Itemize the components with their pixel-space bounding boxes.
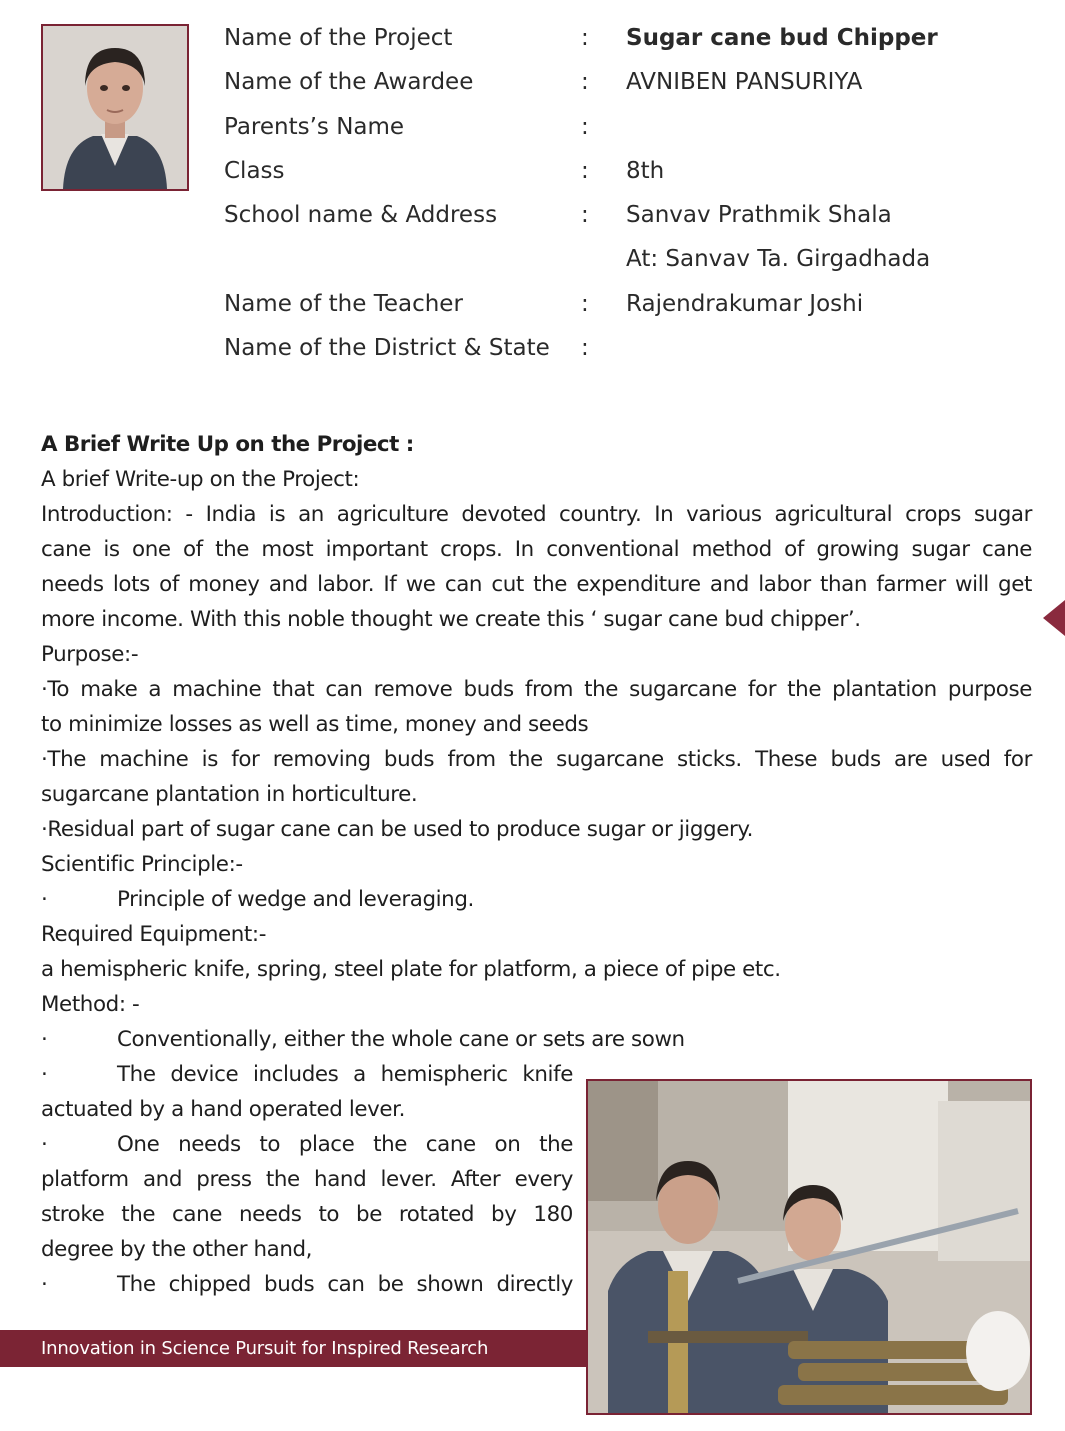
info-label: Name of the Teacher	[224, 290, 463, 317]
method-title: Method: -	[41, 992, 140, 1017]
info-label: Name of the District & State	[224, 335, 550, 362]
purpose-line: ·The machine is for removing buds from the sugarcane sticks. These buds are used for	[41, 747, 1032, 772]
awardee-portrait	[41, 24, 189, 191]
method-text: The device includes a hemispheric knife	[117, 1062, 573, 1087]
method-line	[41, 1057, 573, 1092]
project-photo-illustration	[588, 1081, 1030, 1413]
info-label: Parents’s Name	[224, 113, 405, 140]
method-line: degree by the other hand,	[41, 1237, 313, 1262]
method-narrow-column	[41, 1057, 573, 1302]
info-row-awardee	[224, 62, 1004, 106]
info-colon: :	[581, 113, 589, 140]
method-line	[41, 1267, 573, 1302]
writeup-heading: A Brief Write Up on the Project :	[41, 432, 414, 457]
info-colon: :	[581, 335, 589, 362]
intro-line: Introduction: - India is an agriculture devoted country. In various agricultural crops sugar	[41, 502, 1032, 527]
method-item	[41, 1022, 1032, 1057]
info-row-district	[224, 328, 1004, 372]
bullet: ·	[41, 1272, 48, 1297]
info-label: Name of the Awardee	[224, 69, 474, 96]
info-colon: :	[581, 69, 589, 96]
info-colon: :	[581, 25, 589, 51]
principle-title: Scientific Principle:-	[41, 852, 243, 877]
project-photo	[586, 1079, 1032, 1415]
method-text: The chipped buds can be shown directly	[117, 1272, 573, 1297]
school-address: At: Sanvav Ta. Girgadhada	[626, 246, 931, 273]
principle-item	[41, 882, 1032, 917]
purpose-line: to minimize losses as well as time, money and seeds	[41, 712, 589, 737]
purpose-title: Purpose:-	[41, 642, 139, 667]
intro-line: cane is one of the most important crops. In conventional method of growing sugar cane	[41, 537, 1032, 562]
info-label: Class	[224, 157, 285, 184]
bullet: ·	[41, 1027, 48, 1052]
equipment-title: Required Equipment:-	[41, 922, 267, 947]
info-row-project	[224, 18, 1004, 62]
writeup-subheading: A brief Write-up on the Project:	[41, 467, 360, 492]
bullet: ·	[41, 887, 48, 912]
method-text: Conventionally, either the whole cane or sets are sown	[117, 1027, 685, 1052]
info-colon: :	[581, 157, 589, 184]
equipment-text: a hemispheric knife, spring, steel plate for platform, a piece of pipe etc.	[41, 957, 781, 982]
page-marker-arrow-icon	[1043, 600, 1065, 636]
bullet: ·	[41, 1132, 48, 1157]
purpose-line: ·Residual part of sugar cane can be used to produce sugar or jiggery.	[41, 817, 753, 842]
intro-line: needs lots of money and labor. If we can cut the expenditure and labor than farmer will get	[41, 572, 1032, 597]
school-name: Sanvav Prathmik Shala	[626, 202, 892, 229]
method-text: One needs to place the cane on the	[117, 1132, 573, 1157]
class-value: 8th	[626, 157, 665, 184]
info-colon: :	[581, 290, 589, 317]
footer-text: Innovation in Science Pursuit for Inspired Research	[41, 1338, 489, 1359]
info-label: School name & Address	[224, 202, 498, 229]
method-line: platform and press the hand lever. After every	[41, 1167, 573, 1192]
info-colon: :	[581, 202, 589, 229]
footer-bar	[0, 1330, 640, 1367]
info-row-school-address	[224, 239, 1004, 283]
awardee-info-table	[224, 18, 1004, 372]
portrait-illustration	[43, 26, 187, 189]
method-line	[41, 1127, 573, 1162]
principle-text: Principle of wedge and leveraging.	[117, 887, 474, 912]
awardee-name: AVNIBEN PANSURIYA	[626, 69, 863, 96]
purpose-line: sugarcane plantation in horticulture.	[41, 782, 418, 807]
method-line: actuated by a hand operated lever.	[41, 1097, 405, 1122]
purpose-line: ·To make a machine that can remove buds from the sugarcane for the plantation purpose	[41, 677, 1032, 702]
info-label: Name of the Project	[224, 25, 453, 51]
intro-line: more income. With this noble thought we create this ‘ sugar cane bud chipper’.	[41, 607, 861, 632]
method-line: stroke the cane needs to be rotated by 180	[41, 1202, 573, 1227]
bullet: ·	[41, 1062, 48, 1087]
project-name: Sugar cane bud Chipper	[626, 25, 938, 51]
info-row-teacher	[224, 284, 1004, 328]
info-row-class	[224, 151, 1004, 195]
info-row-parents	[224, 107, 1004, 151]
teacher-name: Rajendrakumar Joshi	[626, 290, 864, 317]
info-row-school	[224, 195, 1004, 239]
